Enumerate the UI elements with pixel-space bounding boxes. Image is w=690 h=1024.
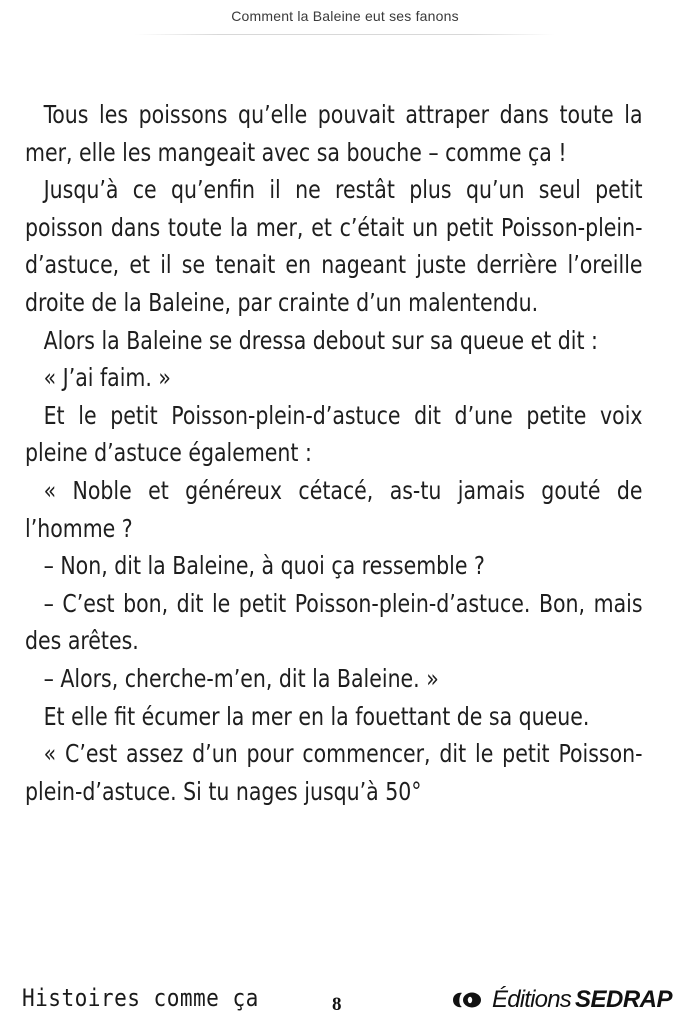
publisher-name: Éditions bbox=[491, 986, 571, 1013]
paragraph: – Non, dit la Baleine, à quoi ça ressemble ? bbox=[43, 551, 485, 581]
page-footer bbox=[0, 980, 690, 1024]
paragraph: Jusqu’à ce qu’enfin il ne restât plus qu’un seul petit poisson dans toute la mer, et c’était un petit Poisson-plein-d’astuce, et il se tenait en nageant juste derrière l’oreille droite de la Baleine, par crainte d’un malentendu. bbox=[25, 175, 643, 317]
header-divider bbox=[135, 34, 555, 35]
paragraph: Tous les poissons qu’elle pouvait attraper dans toute la mer, elle les mangeait avec sa bouche – comme ça ! bbox=[25, 100, 643, 167]
page-number: 8 bbox=[332, 994, 342, 1015]
collection-title: Histoires comme ça bbox=[22, 984, 259, 1012]
page-text bbox=[25, 96, 643, 810]
running-head-title: Comment la Baleine eut ses fanons bbox=[231, 8, 459, 24]
paragraph: – Alors, cherche-m’en, dit la Baleine. » bbox=[43, 663, 439, 693]
paragraph: Et le petit Poisson-plein-d’astuce dit d’une petite voix pleine d’astuce également : bbox=[25, 400, 643, 468]
sedrap-logo-icon bbox=[450, 991, 484, 1009]
publisher-brand: SEDRAP bbox=[574, 986, 672, 1013]
paragraph: « C’est assez d’un pour commencer, dit le petit Poisson-plein-d’astuce. Si tu nages jusqu’à 50° bbox=[25, 739, 643, 806]
publisher-mark bbox=[450, 986, 672, 1014]
paragraph: « J’ai faim. » bbox=[43, 363, 171, 393]
paragraph: – C’est bon, dit le petit Poisson-plein-d’astuce. Bon, mais des arêtes. bbox=[25, 588, 643, 656]
paragraph: Alors la Baleine se dressa debout sur sa queue et dit : bbox=[43, 325, 598, 355]
paragraph: « Noble et généreux cétacé, as-tu jamais gouté de l’homme ? bbox=[25, 475, 643, 543]
paragraph: Et elle fit écumer la mer en la fouettant de sa queue. bbox=[43, 701, 590, 731]
